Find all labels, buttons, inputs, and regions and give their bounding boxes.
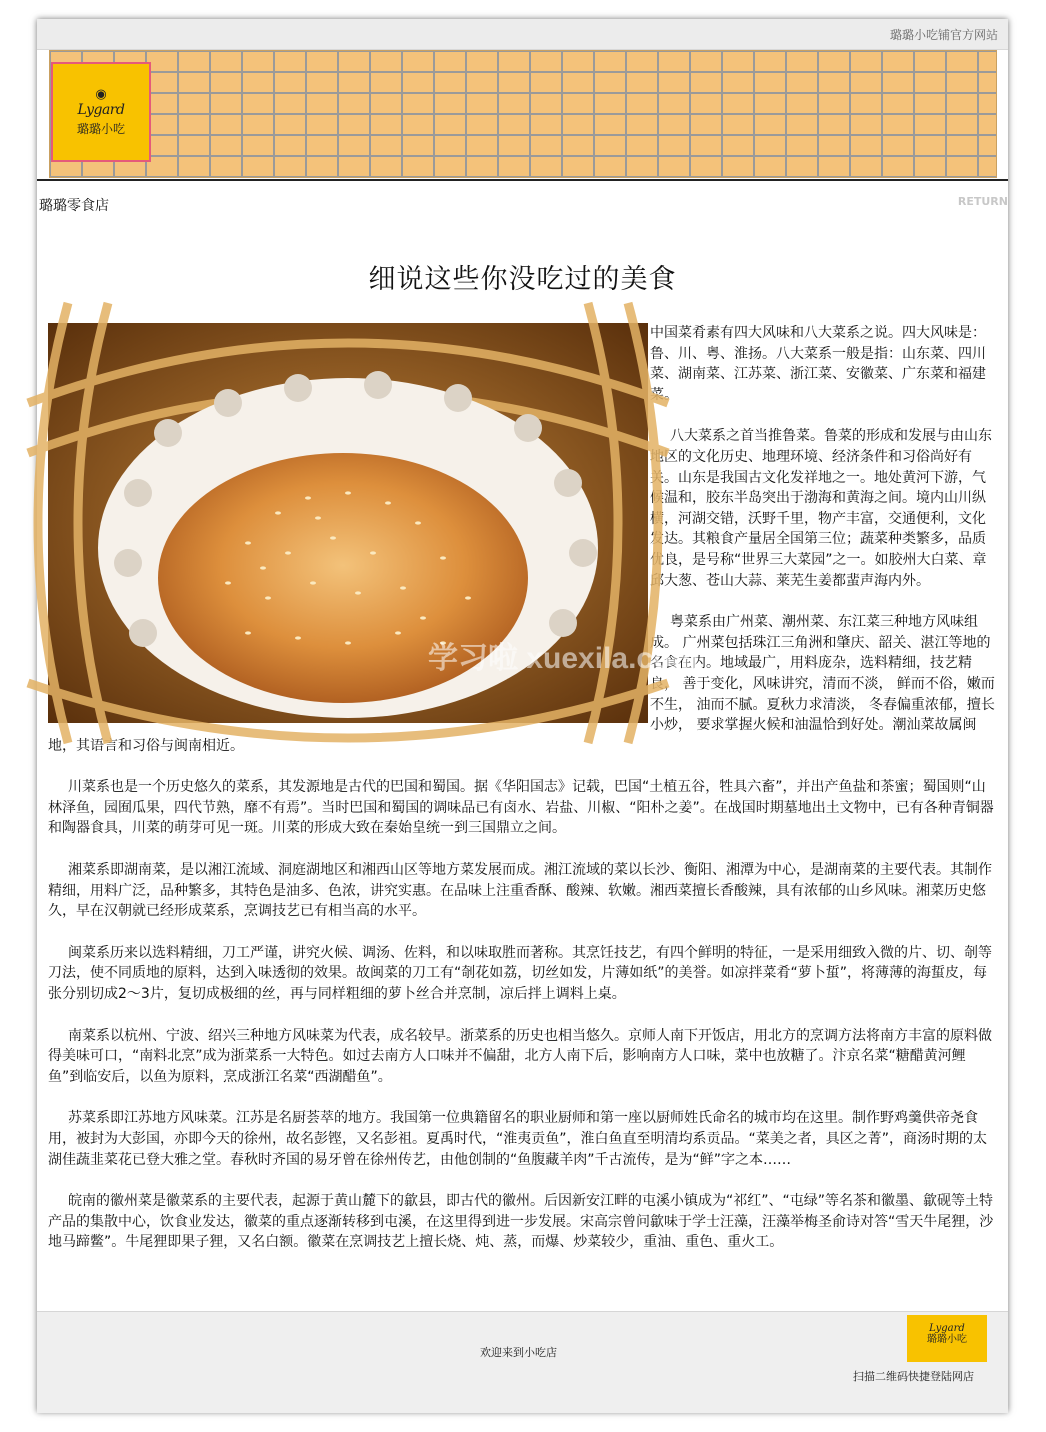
qr-caption: 扫描二维码快捷登陆网店 [853, 1370, 974, 1383]
logo-brand: Lygard [77, 102, 125, 118]
article-paragraph: 粤菜系由广州菜、潮州菜、东江菜三种地方风味组成。 广州菜包括珠江三角洲和肇庆、韶关、湛江等地的名食在内。地域最广，用料庞杂，选料精细，技艺精良， 善于变化，风味讲究，清而不淡， 鲜而不俗，嫩而不生， 油而不腻。夏秋力求清淡， 冬春偏重浓郁，擅长小炒， 要求掌握火候和油温恰到好处。潮汕菜故属闽地，其语言和习俗与闽南相近。 [48, 614, 995, 754]
article-paragraph: 中国菜肴素有四大风味和八大菜系之说。四大风味是：鲁、川、粤、淮扬。八大菜系一般是指：山东菜、四川菜、湖南菜、江苏菜、浙江菜、安徽菜、广东菜和福建菜。 [650, 325, 986, 403]
article-paragraph: 苏菜系即江苏地方风味菜。江苏是名厨荟萃的地方。我国第一位典籍留名的职业厨师和第一座以厨师姓氏命名的城市均在这里。制作野鸡羹供帝尧食用，被封为大彭国，亦即今天的徐州，故名彭铿，又名彭祖。夏禹时代，“淮夷贡鱼”，淮白鱼直至明清均系贡品。“菜美之者，具区之菁”，商汤时期的太湖佳蔬韭菜花已登大雅之堂。春秋时齐国的易牙曾在徐州传艺，由他创制的“鱼腹藏羊肉”千古流传，是为“鲜”字之本…… [48, 1110, 988, 1168]
article-paragraph: 南菜系以杭州、宁波、绍兴三种地方风味菜为代表，成名较早。浙菜系的历史也相当悠久。京师人南下开饭店，用北方的烹调方法将南方丰富的原料做得美味可口，“南料北烹”成为浙菜系一大特色。如过去南方人口味并不偏甜，北方人南下后，影响南方人口味，菜中也放糖了。汴京名菜“糖醋黄河鲤鱼”到临安后，以鱼为原料，烹成浙江名菜“西湖醋鱼”。 [48, 1027, 992, 1085]
article-paragraph: 皖南的徽州菜是徽菜系的主要代表，起源于黄山麓下的歙县，即古代的徽州。后因新安江畔的屯溪小镇成为“祁红”、“屯绿”等名茶和徽墨、歙砚等土特产品的集散中心，饮食业发达，徽菜的重点逐渐转移到屯溪，在这里得到进一步发展。宋高宗曾问歙味于学士汪藻，汪藻举梅圣俞诗对答“雪天牛尾狸，沙地马蹄鳖”。牛尾狸即果子狸，又名白额。徽菜在烹调技艺上擅长烧、炖、蒸，而爆、炒菜较少，重油、重色、重火工。 [48, 1193, 994, 1251]
header-divider [37, 179, 1008, 181]
page-frame [37, 19, 1008, 1412]
logo-crest-icon: ◉ [95, 87, 107, 102]
qr-code-logo[interactable] [907, 1315, 987, 1362]
footer-welcome-text: 欢迎来到小吃店 [480, 1346, 557, 1359]
article-title: 细说这些你没吃过的美食 [368, 264, 677, 295]
site-logo[interactable] [51, 62, 151, 162]
footer [37, 1311, 1008, 1413]
site-top-label: 璐璐小吃铺官方网站 [889, 28, 998, 42]
qr-cn-name: 璐璐小吃 [927, 1334, 967, 1345]
article-paragraph: 八大菜系之首当推鲁菜。鲁菜的形成和发展与由山东地区的文化历史、地理环境、经济条件和习俗尚好有关。山东是我国古文化发祥地之一。地处黄河下游，气候温和，胶东半岛突出于渤海和黄海之间。境内山川纵横，河湖交错，沃野千里，物产丰富，交通便利，文化发达。其粮食产量居全国第三位；蔬菜种类繁多，品质优良，是号称“世界三大菜园”之一。如胶州大白菜、章邱大葱、苍山大蒜、莱芜生姜都蜚声海内外。 [650, 428, 992, 589]
qr-brand: Lygard [929, 1323, 965, 1334]
shop-name-link[interactable]: 璐璐零食店 [39, 198, 109, 214]
return-link[interactable]: RETURN [957, 195, 1008, 208]
article-paragraph: 川菜系也是一个历史悠久的菜系，其发源地是古代的巴国和蜀国。据《华阳国志》记载，巴国“土植五谷，牲具六畜”，并出产鱼盐和茶蜜；蜀国则“山林泽鱼，园囿瓜果，四代节熟，靡不有焉”。当时巴国和蜀国的调味品已有卤水、岩盐、川椒、“阳朴之姜”。在战国时期墓地出土文物中，已有各种青铜器和陶器食具，川菜的萌芽可见一斑。川菜的形成大致在秦始皇统一到三国鼎立之间。 [48, 779, 994, 837]
article-paragraph: 湘菜系即湖南菜，是以湘江流域、洞庭湖地区和湘西山区等地方菜发展而成。湘江流域的菜以长沙、衡阳、湘潭为中心，是湖南菜的主要代表。其制作精细，用料广泛，品种繁多，其特色是油多、色浓，讲究实惠。在品味上注重香酥、酸辣、软嫩。湘西菜擅长香酸辣，具有浓郁的山乡风味。湘菜历史悠久，早在汉朝就已经形成菜系，烹调技艺已有相当高的水平。 [48, 862, 992, 920]
article-paragraph: 闽菜系历来以选料精细，刀工严谨，讲究火候、调汤、佐料，和以味取胜而著称。其烹饪技艺，有四个鲜明的特征，一是采用细致入微的片、切、剞等刀法，使不同质地的原料，达到入味透彻的效果。故闽菜的刀工有“剞花如荔，切丝如发，片薄如纸”的美誉。如凉拌菜肴“萝卜蜇”，将薄薄的海蜇皮，每张分别切成2～3片，复切成极细的丝，再与同样粗细的萝卜丝合并烹制，凉后拌上调料上桌。 [48, 944, 992, 1003]
brick-banner [49, 50, 997, 178]
logo-cn-name: 璐璐小吃 [76, 122, 125, 136]
article-content [48, 323, 996, 1274]
image-watermark: 学习啦 xuexila.com [428, 642, 699, 675]
top-bar [37, 19, 1008, 50]
